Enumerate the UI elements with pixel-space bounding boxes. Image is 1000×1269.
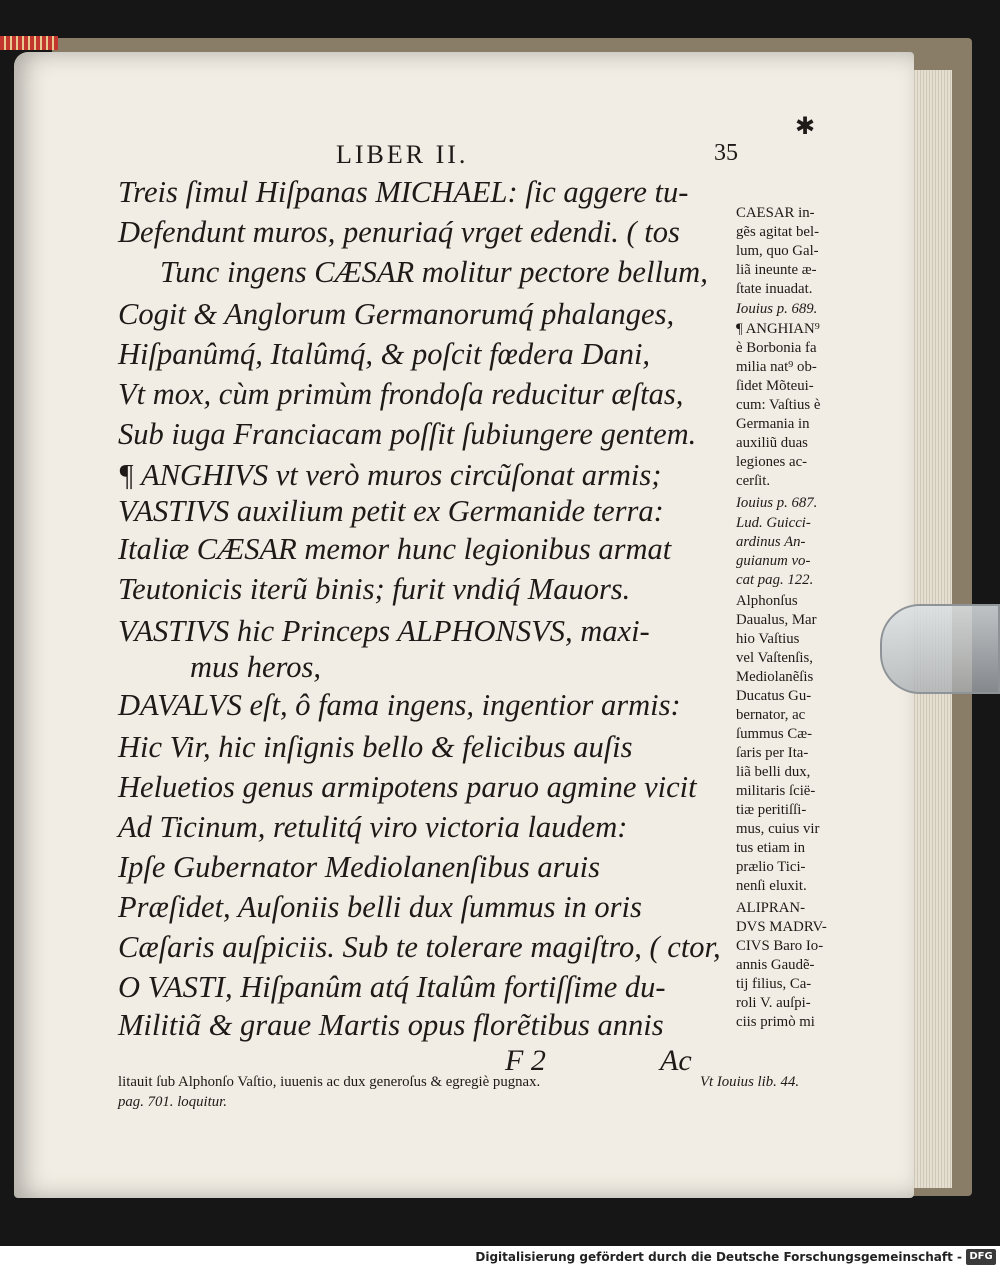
marginal-note-line: mus, cuius vir [736, 821, 820, 837]
marginal-note-line: ſummus Cæ- [736, 726, 813, 742]
marginal-note-line: ALIPRAN- [736, 900, 806, 916]
dfg-logo-icon: DFG [966, 1249, 996, 1265]
marginal-note-line: liã belli dux, [736, 764, 811, 780]
verse-line: Tunc ingens CÆSAR molitur pectore bellum, [160, 255, 708, 289]
marginal-note-line: cerſit. [736, 473, 771, 489]
verse-line: O VASTI, Hiſpanûm atq́ Italûm fortiſſime du- [118, 970, 666, 1004]
marginal-note-line: DVS MADRV- [736, 919, 827, 935]
catchword: Ac [660, 1044, 692, 1077]
verse-line: Cogit & Anglorum Germanorumq́ phalanges, [118, 297, 675, 331]
marginal-note-line: Lud. Guicci- [736, 515, 811, 531]
marginal-note-line: cat pag. 122. [736, 572, 814, 588]
verse-line: ¶ ANGHIVS vt verò muros circũſonat armis; [118, 458, 662, 492]
funding-credit: Digitalisierung gefördert durch die Deutsche Forschungsgemeinschaft - [475, 1250, 962, 1264]
marginal-note-line: vel Vaſtenſis, [736, 650, 813, 666]
marginal-note-line: è Borbonia fa [736, 340, 817, 356]
footnote-line: pag. 701. loquitur. [118, 1094, 227, 1110]
marginal-note-line: ſidet Mõteui- [736, 378, 814, 394]
verse-line: Teutonicis iterũ binis; furit vndiq́ Mauors. [118, 572, 631, 606]
marginal-note-line: tij filius, Ca- [736, 976, 812, 992]
marginal-note-line: legiones ac- [736, 454, 808, 470]
running-title: LIBER II. [336, 140, 469, 169]
verse-line: Treis ſimul Hiſpanas MICHAEL: ſic aggere tu- [118, 175, 689, 209]
verse-line: Defendunt muros, penuriaq́ vrget edendi. ( tos [118, 215, 680, 249]
marginal-note-line: roli V. auſpi- [736, 995, 811, 1011]
marginal-note-line: tus etiam in [736, 840, 806, 856]
marginal-note-line: liã ineunte æ- [736, 262, 817, 278]
verse-line: mus heros, [190, 650, 322, 684]
marginal-note-line: nenſi eluxit. [736, 878, 807, 894]
footer-bar [0, 1246, 1000, 1269]
verse-line: Heluetios genus armipotens paruo agmine vicit [118, 770, 697, 804]
verse-line: DAVALVS eſt, ô fama ingens, ingentior armis: [118, 688, 681, 722]
marginal-note-line: Iouius p. 689. [736, 301, 818, 317]
marginal-note-line: ardinus An- [736, 534, 806, 550]
marginal-note-line: cum: Vaſtius è [736, 397, 821, 413]
marginal-note-line: gẽs agitat bel- [736, 224, 819, 240]
ornament-icon: ✱ [795, 114, 816, 140]
marginal-note-line: Mediolanẽſis [736, 669, 814, 685]
marginal-note-line: ſtate inuadat. [736, 281, 813, 297]
page-clip [880, 604, 1000, 694]
page-number: 35 [714, 140, 738, 166]
verse-line: Hic Vir, hic inſignis bello & felicibus auſis [118, 730, 633, 764]
verse-line: Militiã & graue Martis opus florẽtibus annis [118, 1008, 664, 1042]
marginal-note-line: milia nat⁹ ob- [736, 359, 817, 375]
marginal-note-line: Ducatus Gu- [736, 688, 812, 704]
marginal-note-line: bernator, ac [736, 707, 806, 723]
verse-line: Præſidet, Auſoniis belli dux ſummus in oris [118, 890, 642, 924]
marginal-note-line: CIVS Baro Io- [736, 938, 824, 954]
marginal-note-line: hio Vaſtius [736, 631, 800, 647]
marginal-note-line: Alphonſus [736, 593, 798, 609]
marginal-note-line: annis Gaudẽ- [736, 957, 815, 973]
marginal-note-line: Daualus, Mar [736, 612, 817, 628]
marginal-note-line: ciis primò mi [736, 1014, 815, 1030]
marginal-note-line: guianum vo- [736, 553, 811, 569]
marginal-note-line: tiæ peritiſſi- [736, 802, 807, 818]
verse-line: VASTIVS hic Princeps ALPHONSVS, maxi- [118, 614, 650, 648]
marginal-note-line: Iouius p. 687. [736, 495, 818, 511]
verse-line: Cæſaris auſpiciis. Sub te tolerare magiſtro, ( ctor, [118, 930, 721, 964]
marginal-note-line: prælio Tici- [736, 859, 806, 875]
marginal-note-line: lum, quo Gal- [736, 243, 819, 259]
footnote-reference: Vt Iouius lib. 44. [700, 1074, 800, 1090]
marginal-note-line: Germania in [736, 416, 810, 432]
footnote-line: litauit ſub Alphonſo Vaſtio, iuuenis ac dux generoſus & egregiè pugnax. [118, 1074, 541, 1090]
marginal-note-line: ¶ ANGHIAN⁹ [736, 321, 820, 337]
verse-line: Ipſe Gubernator Mediolanenſibus aruis [118, 850, 601, 884]
marginal-note-line: ſaris per Ita- [736, 745, 809, 761]
verse-line: Ad Ticinum, retulitq́ viro victoria laudem: [118, 810, 628, 844]
verse-line: VASTIVS auxilium petit ex Germanide terra: [118, 494, 664, 528]
signature-mark: F 2 [505, 1044, 546, 1077]
headband [0, 36, 58, 50]
marginal-note-line: CAESAR in- [736, 205, 815, 221]
verse-line: Vt mox, cùm primùm frondoſa reducitur æſtas, [118, 377, 684, 411]
verse-line: Hiſpanûmq́, Italûmq́, & poſcit fœdera Dani, [118, 337, 651, 371]
verse-line: Italiæ CÆSAR memor hunc legionibus armat [118, 532, 672, 566]
verse-line: Sub iuga Franciacam poſſit ſubiungere gentem. [118, 417, 697, 451]
marginal-note-line: militaris ſcië- [736, 783, 816, 799]
marginal-note-line: auxiliũ duas [736, 435, 808, 451]
